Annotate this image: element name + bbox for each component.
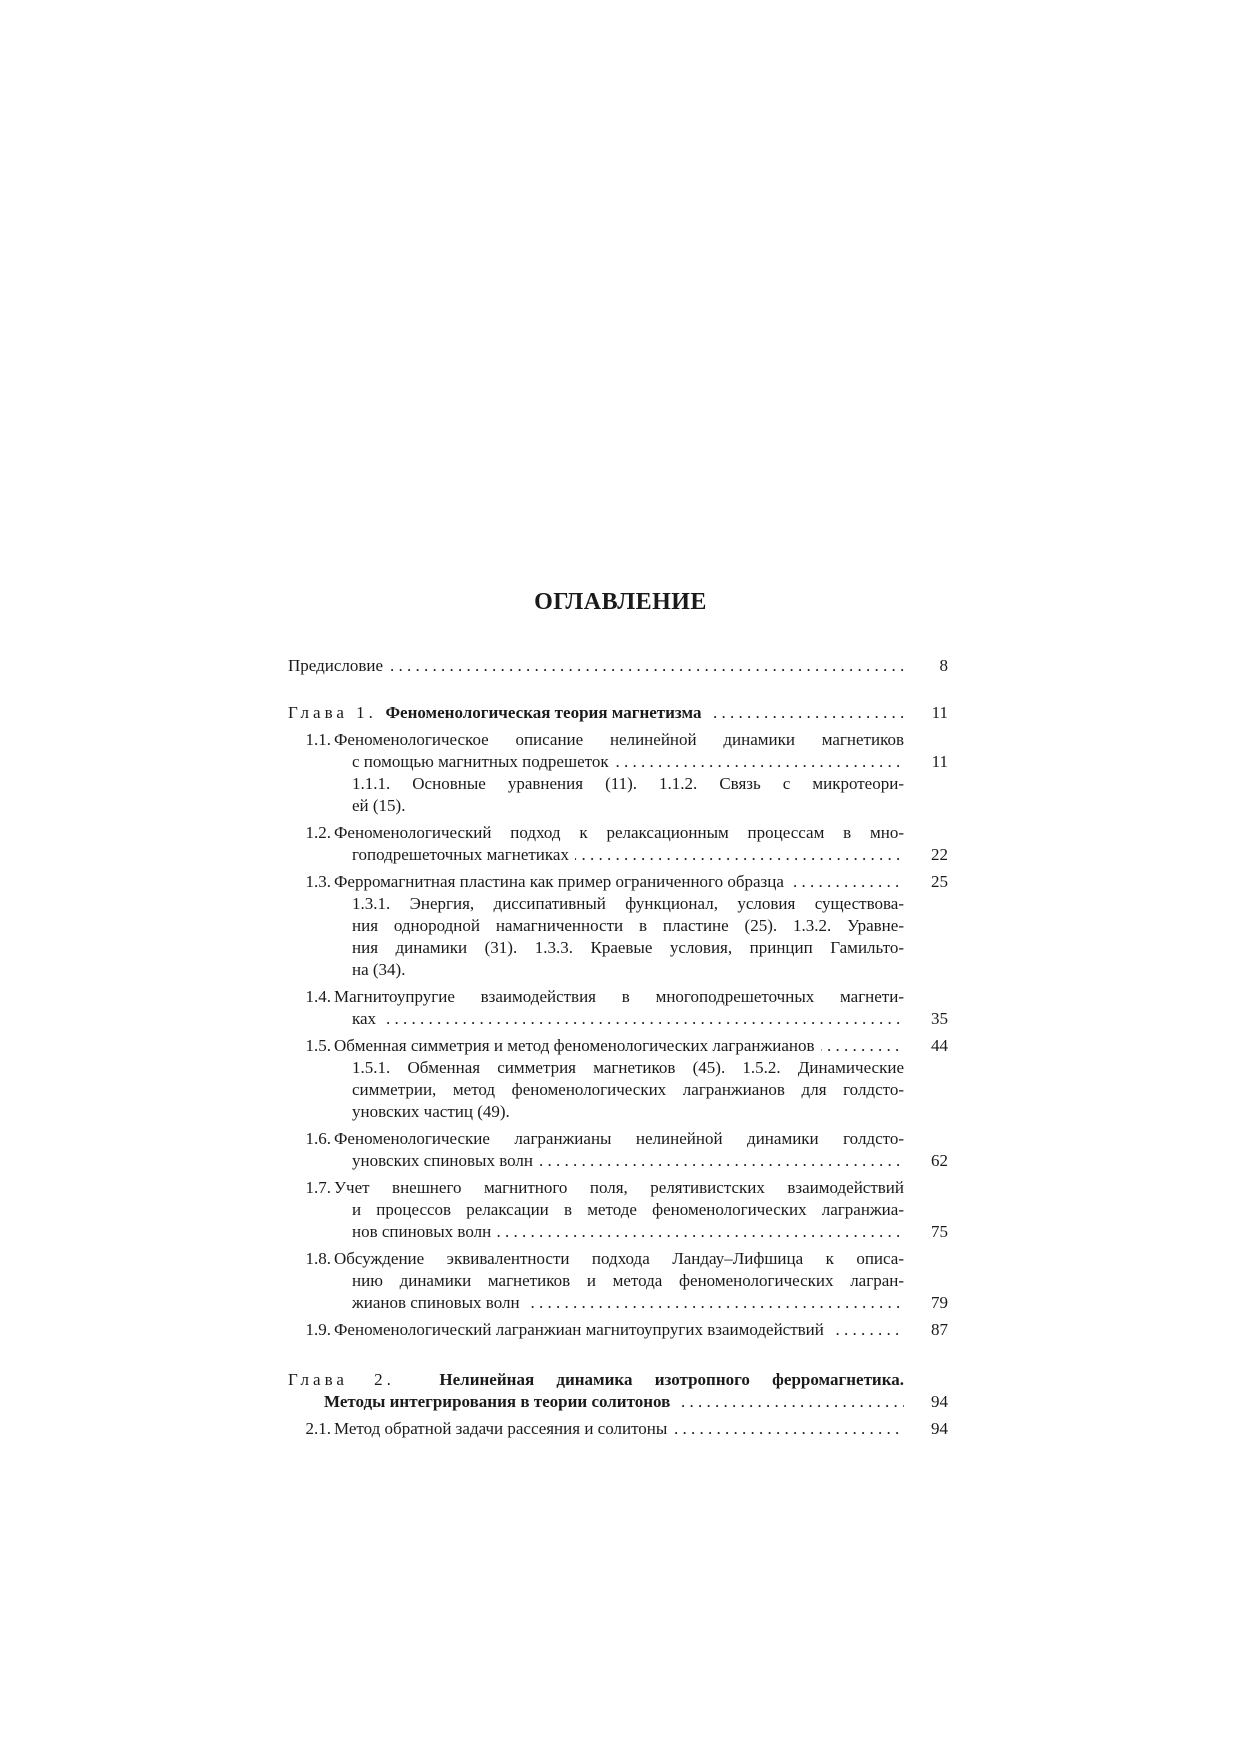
toc-chapter-1[interactable]: [288, 702, 948, 724]
subsection-line: 1.3.1. Энергия, диссипативный функционал, условия существова-: [352, 894, 904, 913]
section-number: 2.1.: [305, 1419, 331, 1438]
page-number: 94: [931, 1419, 948, 1438]
section-number: 1.8.: [305, 1249, 331, 1268]
page-number: 11: [931, 752, 948, 771]
section-title-line: Феноменологический лагранжиан магнитоупругих взаимодействий: [334, 1320, 830, 1339]
toc-entry-preface[interactable]: [288, 655, 948, 677]
chapter-title-line-2: Методы интегрирования в теории солитонов: [324, 1392, 671, 1411]
section-title-line: ках: [352, 1009, 382, 1028]
page-number: 11: [931, 703, 948, 722]
section-title-line: Магнитоупругие взаимодействия в многоподрешеточных магнети-: [334, 987, 904, 1006]
section-number: 1.7.: [305, 1178, 331, 1197]
page-number: 79: [931, 1293, 948, 1312]
page-number: 22: [931, 845, 948, 864]
section-title-line: Обменная симметрия и метод феноменологических лагранжианов: [334, 1036, 821, 1055]
section-title-line: Ферромагнитная пластина как пример ограниченного образца: [334, 872, 790, 891]
section-number: 1.4.: [305, 987, 331, 1006]
chapter-label: Глава 2.: [288, 1370, 395, 1389]
toc-section[interactable]: [288, 1319, 948, 1341]
section-number: 1.6.: [305, 1129, 331, 1148]
section-title-line: Феноменологическое описание нелинейной динамики магнетиков: [334, 730, 904, 749]
chapter-title-line-1: Нелинейная динамика изотропного ферромагнетика.: [439, 1370, 904, 1389]
toc-section[interactable]: [288, 1128, 948, 1172]
subsection-line: симметрии, метод феноменологических лагранжианов для голдсто-: [352, 1080, 904, 1099]
section-title-line: Метод обратной задачи рассеяния и солитоны: [334, 1419, 673, 1438]
page-number: 62: [931, 1151, 948, 1170]
page-number: 94: [931, 1392, 948, 1411]
subsection-line: ей (15).: [352, 796, 406, 815]
section-number: 1.9.: [305, 1320, 331, 1339]
page-number: 25: [931, 872, 948, 891]
page-number: 87: [931, 1320, 948, 1339]
chapter-title: Феноменологическая теория магнетизма: [385, 703, 702, 722]
chapter-1-sections: [288, 729, 948, 1341]
toc-section[interactable]: [288, 822, 948, 866]
subsection-line: 1.1.1. Основные уравнения (11). 1.1.2. Связь с микротеори-: [352, 774, 904, 793]
toc-section[interactable]: [288, 1248, 948, 1314]
toc-chapter-2[interactable]: [288, 1369, 948, 1413]
page-number: 75: [931, 1222, 948, 1241]
section-title-line: Феноменологический подход к релаксационным процессам в мно-: [334, 823, 904, 842]
section-title-line: с помощью магнитных подрешеток: [352, 752, 615, 771]
page-number: 35: [931, 1009, 948, 1028]
subsection-line: на (34).: [352, 960, 406, 979]
section-number: 1.5.: [305, 1036, 331, 1055]
section-title-line: гоподрешеточных магнетиках: [352, 845, 575, 864]
section-title-line: уновских спиновых волн: [352, 1151, 539, 1170]
section-number: 1.2.: [305, 823, 331, 842]
subsection-line: ния динамики (31). 1.3.3. Краевые условия, принцип Гамильто-: [352, 938, 904, 957]
section-title-line: и процессов релаксации в методе феноменологических лагранжиа-: [352, 1200, 904, 1219]
toc-section[interactable]: [288, 729, 948, 817]
section-number: 1.3.: [305, 872, 331, 891]
toc-section[interactable]: [288, 1418, 948, 1440]
toc-section[interactable]: [288, 1177, 948, 1243]
subsection-line: ния однородной намагниченности в пластине (25). 1.3.2. Уравне-: [352, 916, 904, 935]
toc-section[interactable]: [288, 1035, 948, 1123]
table-of-contents: [288, 655, 948, 1440]
toc-section[interactable]: [288, 871, 948, 981]
section-title-line: Обсуждение эквивалентности подхода Ландау–Лифшица к описа-: [334, 1249, 904, 1268]
chapter-2-sections: [288, 1418, 948, 1440]
section-title-line: нию динамики магнетиков и метода феноменологических лагран-: [352, 1271, 904, 1290]
subsection-line: уновских частиц (49).: [352, 1102, 510, 1121]
toc-entry-label: Предисловие: [288, 656, 389, 675]
page-number: 44: [931, 1036, 948, 1055]
chapter-label: Глава 1.: [288, 703, 377, 722]
section-title-line: жианов спиновых волн: [352, 1293, 526, 1312]
page-number: 8: [939, 656, 948, 675]
section-number: 1.1.: [305, 730, 331, 749]
toc-section[interactable]: [288, 986, 948, 1030]
section-title-line: Феноменологические лагранжианы нелинейной динамики голдсто-: [334, 1129, 904, 1148]
section-title-line: Учет внешнего магнитного поля, релятивистских взаимодействий: [334, 1178, 904, 1197]
page-title: ОГЛАВЛЕНИЕ: [534, 589, 707, 615]
subsection-line: 1.5.1. Обменная симметрия магнетиков (45). 1.5.2. Динамические: [352, 1058, 904, 1077]
section-title-line: нов спиновых волн: [352, 1222, 497, 1241]
